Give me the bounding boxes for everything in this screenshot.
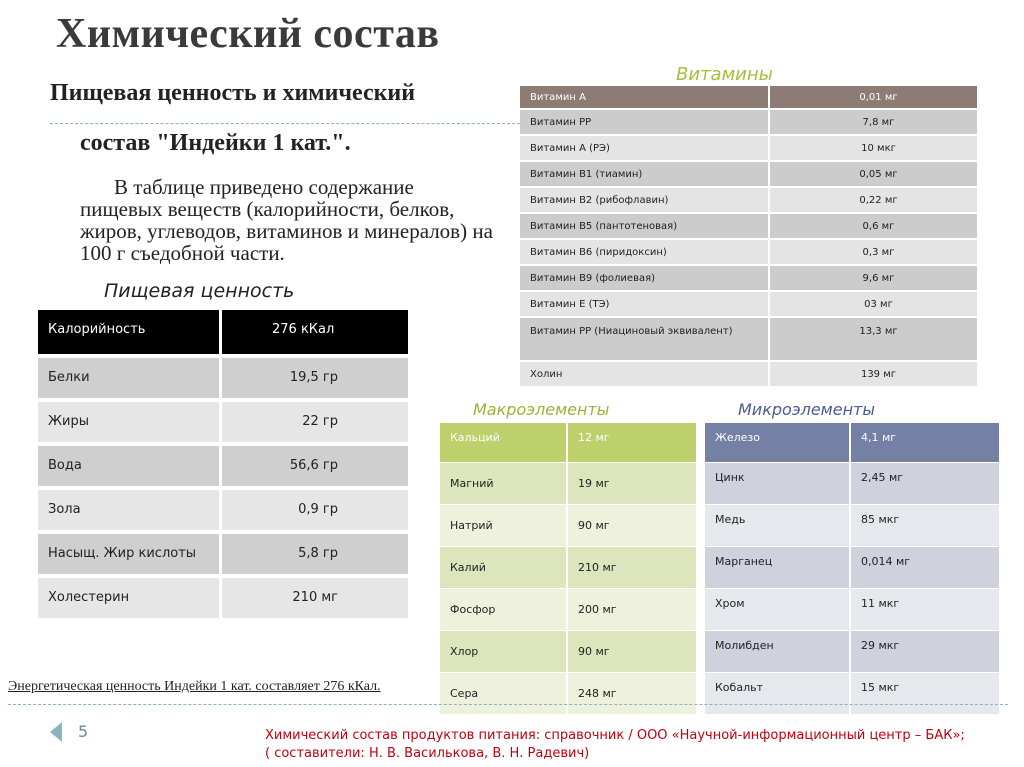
table-cell: 90 мг: [568, 631, 696, 673]
table-row: [705, 673, 999, 715]
table-cell: Жиры: [38, 402, 222, 446]
table-cell: Молибден: [705, 631, 851, 673]
table-cell: Витамин В6 (пиридоксин): [520, 240, 770, 266]
table-row: [440, 589, 696, 631]
table-header-row: [705, 423, 999, 463]
divider: [50, 123, 520, 124]
table-row: [38, 490, 408, 534]
table-cell: Насыщ. Жир кислоты: [38, 534, 222, 578]
table-cell: 2,45 мг: [851, 463, 999, 505]
table-cell: 0,05 мг: [770, 162, 977, 188]
table-row: [440, 463, 696, 505]
micro-table: [705, 423, 999, 715]
source-citation: [265, 727, 1005, 763]
table-cell: Витамин РР (Ниациновый эквивалент): [520, 318, 770, 362]
heading-line-2: состав "Индейки 1 кат.".: [80, 130, 351, 156]
table-cell: Фосфор: [440, 589, 568, 631]
nutrition-caption: Пищевая ценность: [104, 280, 295, 302]
table-cell: Натрий: [440, 505, 568, 547]
table-row: [520, 188, 977, 214]
table-cell: 0,014 мг: [851, 547, 999, 589]
source-line-1: Химический состав продуктов питания: справочник / ООО «Научной-информационный центр – БАК»;: [265, 728, 965, 743]
table-cell: Кальций: [440, 423, 568, 463]
table-cell: Зола: [38, 490, 222, 534]
table-row: [440, 631, 696, 673]
table-cell: 9,6 мг: [770, 266, 977, 292]
table-row: [520, 362, 977, 388]
table-row: [440, 547, 696, 589]
table-row: [705, 505, 999, 547]
table-header-row: [520, 86, 977, 110]
table-row: [520, 292, 977, 318]
table-row: [520, 110, 977, 136]
table-cell: Холин: [520, 362, 770, 388]
arrow-left-icon[interactable]: [46, 720, 66, 744]
table-row: [520, 318, 977, 362]
table-cell: 248 мг: [568, 673, 696, 715]
micro-caption: Микроэлементы: [738, 400, 875, 419]
intro-paragraph: [80, 176, 500, 264]
table-cell: 85 мкг: [851, 505, 999, 547]
table-cell: 0,9 гр: [222, 490, 408, 534]
heading-line-1: Пищевая ценность и химический: [50, 80, 416, 106]
table-row: [705, 547, 999, 589]
table-cell: 19,5 гр: [222, 358, 408, 402]
table-cell: 90 мг: [568, 505, 696, 547]
table-row: [520, 266, 977, 292]
table-cell: Витамин В9 (фолиевая): [520, 266, 770, 292]
macro-caption: Макроэлементы: [473, 400, 610, 419]
table-row: [705, 589, 999, 631]
table-row: [520, 162, 977, 188]
table-cell: 10 мкг: [770, 136, 977, 162]
table-header-row: [38, 310, 408, 358]
table-row: [440, 673, 696, 715]
table-cell: 03 мг: [770, 292, 977, 318]
nutrition-table: [38, 310, 408, 622]
table-row: [38, 358, 408, 402]
table-row: [38, 402, 408, 446]
table-cell: Цинк: [705, 463, 851, 505]
table-cell: 210 мг: [568, 547, 696, 589]
table-cell: 210 мг: [222, 578, 408, 622]
table-row: [705, 463, 999, 505]
footer-divider: [8, 704, 1008, 705]
energy-note: Энергетическая ценность Индейки 1 кат. составляет 276 кКал.: [8, 679, 381, 694]
table-cell: 4,1 мг: [851, 423, 999, 463]
table-row: [705, 631, 999, 673]
table-row: [440, 505, 696, 547]
table-cell: Белки: [38, 358, 222, 402]
table-cell: 29 мкг: [851, 631, 999, 673]
table-cell: Витамин А (РЭ): [520, 136, 770, 162]
table-cell: 0,01 мг: [770, 86, 977, 110]
table-cell: 22 гр: [222, 402, 408, 446]
table-cell: Марганец: [705, 547, 851, 589]
table-cell: 56,6 гр: [222, 446, 408, 490]
table-cell: 5,8 гр: [222, 534, 408, 578]
slide-title: Химический состав: [56, 11, 440, 57]
table-cell: 19 мг: [568, 463, 696, 505]
table-cell: 139 мг: [770, 362, 977, 388]
table-cell: Медь: [705, 505, 851, 547]
table-cell: Витамин В2 (рибофлавин): [520, 188, 770, 214]
intro-paragraph-text: В таблице приведено содержание пищевых веществ (калорийности, белков, жиров, углеводов, витаминов и минералов) на 100 г съедобной части.: [80, 175, 493, 265]
table-cell: Витамин А: [520, 86, 770, 110]
table-cell: Сера: [440, 673, 568, 715]
table-cell: Кобальт: [705, 673, 851, 715]
table-cell: 0,6 мг: [770, 214, 977, 240]
table-cell: 276 кКал: [222, 310, 408, 358]
table-cell: Хром: [705, 589, 851, 631]
macro-table: [440, 423, 696, 715]
table-cell: 0,22 мг: [770, 188, 977, 214]
table-cell: 12 мг: [568, 423, 696, 463]
table-cell: 7,8 мг: [770, 110, 977, 136]
table-cell: Хлор: [440, 631, 568, 673]
vitamins-table: [520, 86, 977, 388]
vitamins-caption: Витамины: [676, 64, 773, 85]
table-cell: Магний: [440, 463, 568, 505]
table-cell: Калорийность: [38, 310, 222, 358]
table-cell: 13,3 мг: [770, 318, 977, 362]
table-row: [520, 214, 977, 240]
table-cell: Витамин Е (ТЭ): [520, 292, 770, 318]
table-cell: 15 мкг: [851, 673, 999, 715]
table-cell: 11 мкг: [851, 589, 999, 631]
table-row: [520, 240, 977, 266]
slide-number: 5: [78, 722, 89, 741]
source-line-2: ( составители: Н. В. Василькова, В. Н. Радевич): [265, 746, 590, 761]
table-cell: Калий: [440, 547, 568, 589]
table-cell: Витамин РР: [520, 110, 770, 136]
table-cell: 0,3 мг: [770, 240, 977, 266]
table-cell: Железо: [705, 423, 851, 463]
table-cell: Витамин В1 (тиамин): [520, 162, 770, 188]
table-row: [38, 446, 408, 490]
table-cell: Витамин В5 (пантотеновая): [520, 214, 770, 240]
table-header-row: [440, 423, 696, 463]
table-cell: 200 мг: [568, 589, 696, 631]
table-row: [38, 534, 408, 578]
table-row: [38, 578, 408, 622]
table-row: [520, 136, 977, 162]
table-cell: Холестерин: [38, 578, 222, 622]
table-cell: Вода: [38, 446, 222, 490]
